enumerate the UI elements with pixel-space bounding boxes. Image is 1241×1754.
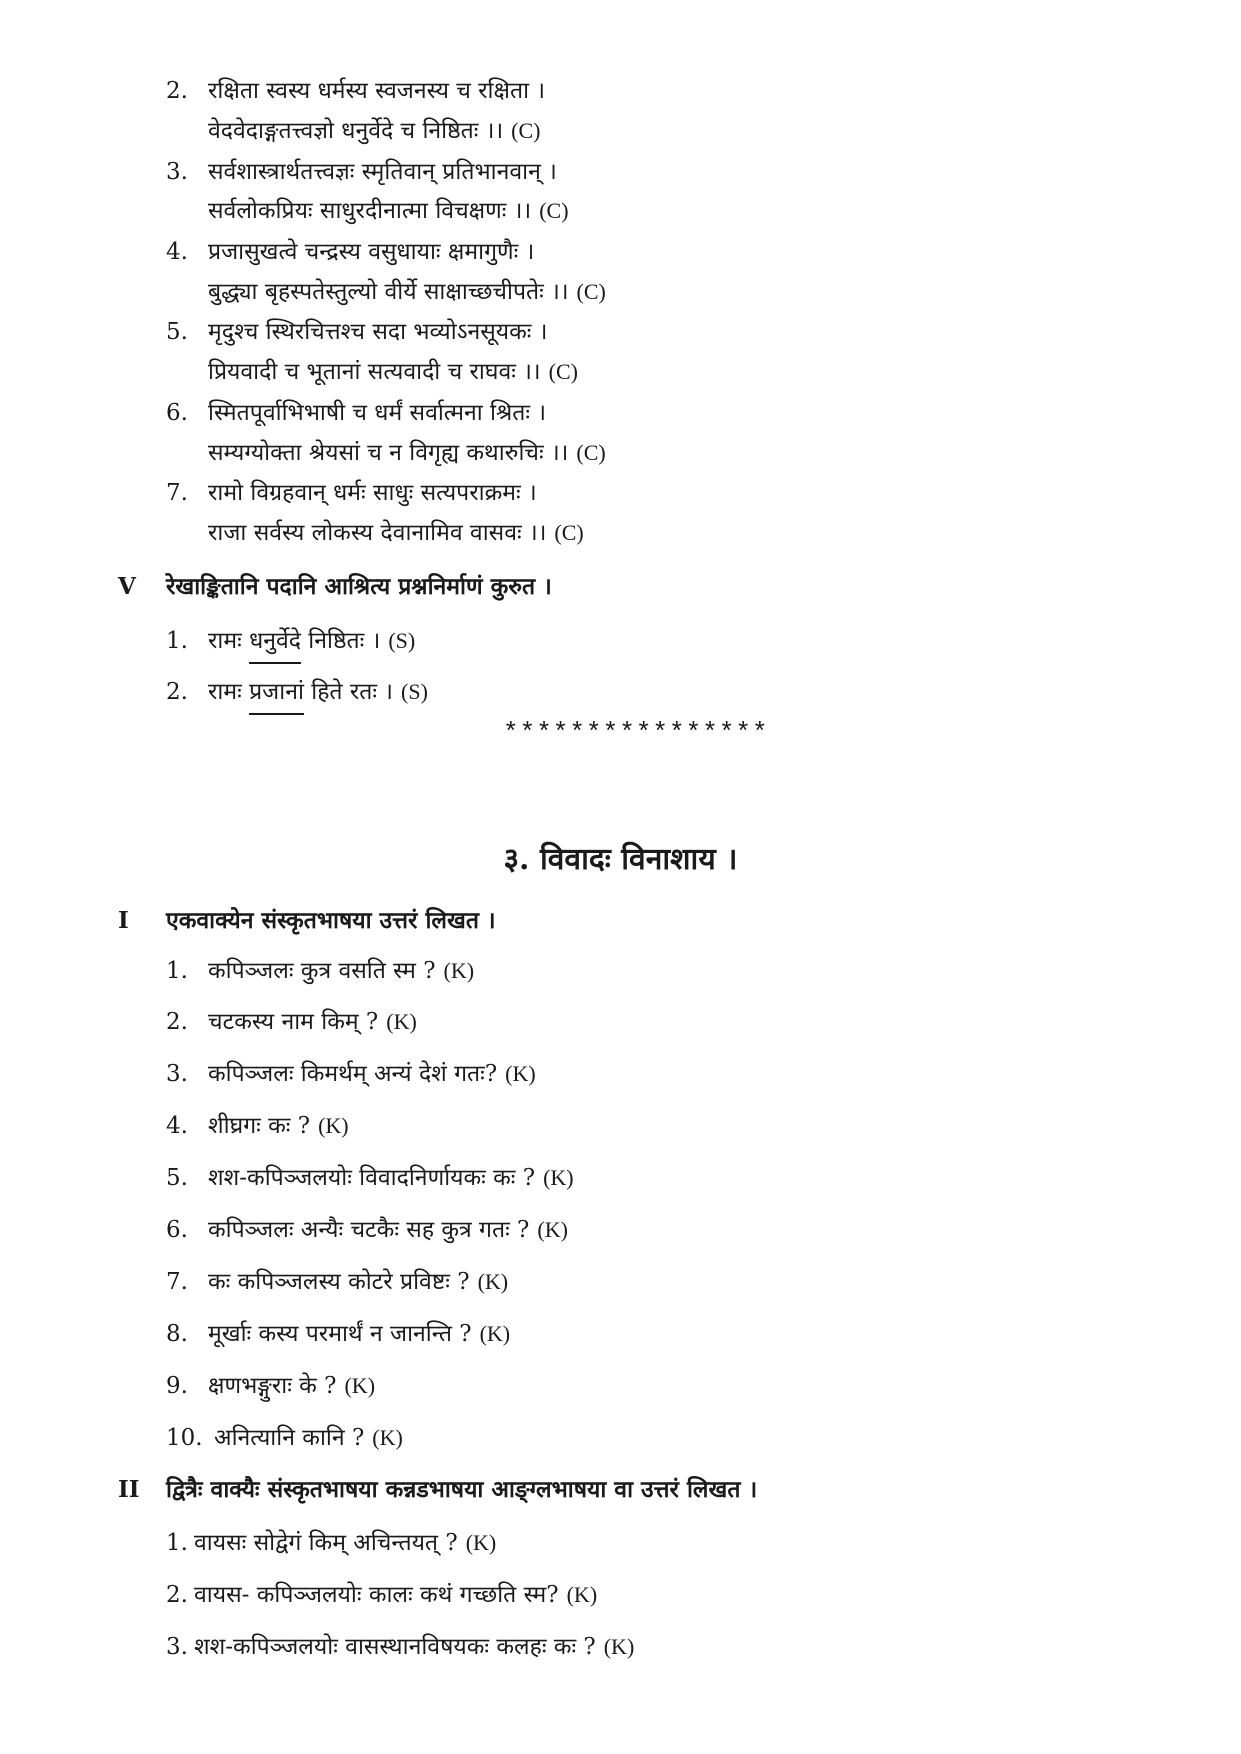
section-i-item-10: 10. अनित्यानि कानि ? (K) — [166, 1425, 403, 1451]
section-v-item-2: 2. रामः प्रजानां हिते रतः । (S) — [166, 677, 428, 707]
section-ii-number: II — [118, 1476, 140, 1503]
verse-2-line2: वेदवेदाङ्गतत्त्वज्ञो धनुर्वेदे च निष्ठितः ।। (C) — [208, 118, 541, 144]
section-ii-item-2: 2. वायस- कपिञ्जलयोः कालः कथं गच्छति स्म? (K) — [166, 1582, 598, 1608]
section-i-item-3: 3. कपिञ्जलः किमर्थम् अन्यं देशं गतः? (K) — [166, 1061, 536, 1087]
section-i-item-2: 2. चटकस्य नाम किम् ? (K) — [166, 1009, 417, 1035]
section-i-item-5: 5. शश-कपिञ्जलयोः विवादनिर्णायकः कः ? (K) — [166, 1165, 574, 1191]
verse-6-line2: सम्यग्योक्ता श्रेयसां च न विगृह्य कथारुचिः ।। (C) — [208, 440, 606, 466]
section-v-item-1: 1. रामः धनुर्वेदे निष्ठितः । (S) — [166, 626, 415, 656]
section-i-number: I — [118, 907, 129, 934]
section-v-number: V — [118, 573, 136, 600]
verse-5-line2: प्रियवादी च भूतानां सत्यवादी च राघवः ।। (C) — [208, 359, 578, 385]
verse-7-line2: राजा सर्वस्य लोकस्य देवानामिव वासवः ।। (C) — [208, 520, 584, 546]
underlined-word: धनुर्वेदे — [249, 628, 301, 664]
verse-6-line1: 6. स्मितपूर्वाभिभाषी च धर्मं सर्वात्मना श्रितः । — [166, 400, 547, 426]
section-i-item-9: 9. क्षणभङ्गुराः के ? (K) — [166, 1373, 376, 1399]
section-i-item-8: 8. मूर्खाः कस्य परमार्थं न जानन्ति ? (K) — [166, 1321, 511, 1347]
verse-2-line1: 2. रक्षिता स्वस्य धर्मस्य स्वजनस्य च रक्षिता । — [166, 78, 546, 104]
underlined-word: प्रजानां — [249, 679, 304, 715]
section-i-item-7: 7. कः कपिञ्जलस्य कोटरे प्रविष्टः ? (K) — [166, 1269, 509, 1295]
verse-5-line1: 5. मृदुश्च स्थिरचित्तश्च सदा भव्योऽनसूयकः । — [166, 319, 548, 345]
separator-stars: **************** — [503, 718, 769, 748]
verse-3-line2: सर्वलोकप्रियः साधुरदीनात्मा विचक्षणः ।। (C) — [208, 198, 569, 224]
section-i-item-1: 1. कपिञ्जलः कुत्र वसति स्म ? (K) — [166, 958, 475, 984]
section-i-heading: एकवाक्येन संस्कृतभाषया उत्तरं लिखत । — [166, 907, 496, 934]
verse-4-line1: 4. प्रजासुखत्वे चन्द्रस्य वसुधायाः क्षमागुणैः । — [166, 239, 535, 265]
section-i-item-6: 6. कपिञ्जलः अन्यैः चटकैः सह कुत्र गतः ? (K) — [166, 1217, 568, 1243]
verse-4-line2: बुद्ध्या बृहस्पतेस्तुल्यो वीर्ये साक्षाच्छचीपतेः ।। (C) — [208, 279, 606, 305]
verse-3-line1: 3. सर्वशास्त्रार्थतत्त्वज्ञः स्मृतिवान् प्रतिभानवान् । — [166, 159, 557, 185]
section-ii-heading: द्वित्रैः वाक्यैः संस्कृतभाषया कन्नडभाषया आङ्ग्लभाषया वा उत्तरं लिखत । — [166, 1476, 758, 1503]
section-v-heading: रेखाङ्कितानि पदानि आश्रित्य प्रश्ननिर्माणं कुरुत । — [166, 573, 552, 600]
section-ii-item-3: 3. शश-कपिञ्जलयोः वासस्थानविषयकः कलहः कः ? (K) — [166, 1634, 635, 1660]
lesson-title: ३. विवादः विनाशाय । — [503, 842, 738, 877]
section-i-item-4: 4. शीघ्रगः कः ? (K) — [166, 1113, 349, 1139]
section-ii-item-1: 1. वायसः सोद्वेगं किम् अचिन्तयत् ? (K) — [166, 1530, 497, 1556]
verse-7-line1: 7. रामो विग्रहवान् धर्मः साधुः सत्यपराक्रमः । — [166, 480, 537, 506]
